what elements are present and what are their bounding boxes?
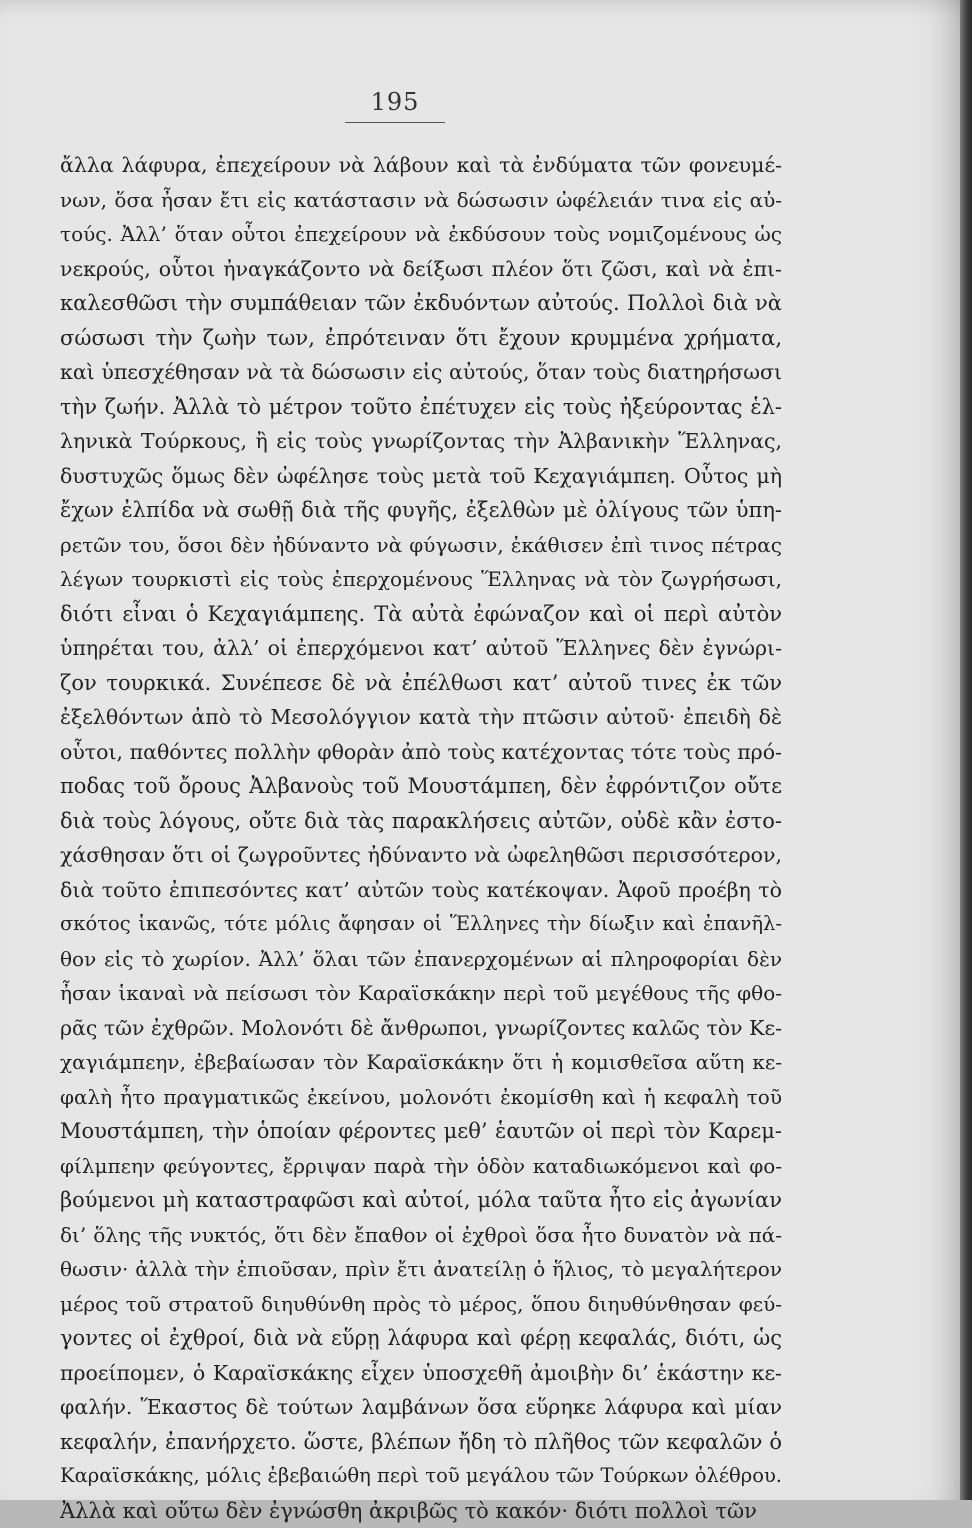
text-line: Μουστάμπεη, τὴν ὁποίαν φέροντες μεθ’ ἑαυτῶν οἱ περὶ τὸν Καρεμ- bbox=[60, 1114, 782, 1149]
text-line: Καραϊσκάκης, μόλις ἐβεβαιώθη περὶ τοῦ μεγάλου τῶν Τούρκων ὀλέθρου. bbox=[60, 1459, 782, 1494]
page-edge-shadow bbox=[960, 0, 972, 1500]
text-line: ρᾶς τῶν ἐχθρῶν. Μολονότι δὲ ἄνθρωποι, γνωρίζοντες καλῶς τὸν Κε- bbox=[60, 1011, 782, 1046]
text-line: τὴν ζωήν. Ἀλλὰ τὸ μέτρον τοῦτο ἐπέτυχεν εἰς τοὺς ἠξεύροντας ἑλ- bbox=[60, 390, 782, 425]
text-line: ζον τουρκικά. Συνέπεσε δὲ νὰ ἐπέλθωσι κατ’ αὐτοῦ τινες ἐκ τῶν bbox=[60, 666, 782, 701]
text-line: ποδας τοῦ ὄρους Ἀλβανοὺς τοῦ Μουστάμπεη, δὲν ἐφρόντιζον οὔτε bbox=[60, 769, 782, 804]
text-line: οὗτοι, παθόντες πολλὴν φθορὰν ἀπὸ τοὺς κατέχοντας τότε τοὺς πρό- bbox=[60, 735, 782, 770]
text-line: τούς. Ἀλλ’ ὅταν οὗτοι ἐπεχείρουν νὰ ἐκδύσουν τοὺς νομιζομένους ὡς bbox=[60, 217, 782, 252]
text-line: ἦσαν ἱκαναὶ νὰ πείσωσι τὸν Καραϊσκάκην περὶ τοῦ μεγέθους τῆς φθο- bbox=[60, 976, 782, 1011]
text-line: ὑπηρέται του, ἀλλ’ οἱ ἐπερχόμενοι κατ’ αὐτοῦ Ἕλληνες δὲν ἐγνώρι- bbox=[60, 631, 782, 666]
text-line: χάσθησαν ὅτι οἱ ζωγροῦντες ἠδύναντο νὰ ὠφεληθῶσι περισσότερον, bbox=[60, 838, 782, 873]
text-line: χαγιάμπεην, ἐβεβαίωσαν τὸν Καραϊσκάκην ὅτι ἡ κομισθεῖσα αὕτη κε- bbox=[60, 1045, 782, 1080]
text-line: κεφαλήν, ἐπανήρχετο. ὥστε, βλέπων ἤδη τὸ πλῆθος τῶν κεφαλῶν ὁ bbox=[60, 1425, 782, 1460]
page-number: 195 bbox=[345, 88, 445, 116]
text-line: διὰ τοὺς λόγους, οὔτε διὰ τὰς παρακλήσεις αὐτῶν, οὐδὲ κἂν ἐστο- bbox=[60, 804, 782, 839]
text-line: βούμενοι μὴ καταστραφῶσι καὶ αὐτοί, μόλα ταῦτα ἦτο εἰς ἀγωνίαν bbox=[60, 1183, 782, 1218]
body-text bbox=[60, 148, 782, 1528]
text-line: καλεσθῶσι τὴν συμπάθειαν τῶν ἐκδυόντων αὐτούς. Πολλοὶ διὰ νὰ bbox=[60, 286, 782, 321]
text-line: φαλήν. Ἕκαστος δὲ τούτων λαμβάνων ὅσα εὕρηκε λάφυρα καὶ μίαν bbox=[60, 1390, 782, 1425]
text-line: σώσωσι τὴν ζωὴν των, ἐπρότειναν ὅτι ἔχουν κρυμμένα χρήματα, bbox=[60, 321, 782, 356]
text-line: δι’ ὅλης τῆς νυκτός, ὅτι δὲν ἔπαθον οἱ ἐχθροὶ ὅσα ἦτο δυνατὸν νὰ πά- bbox=[60, 1218, 782, 1253]
text-line: φαλὴ ἦτο πραγματικῶς ἐκείνου, μολονότι ἐκομίσθη καὶ ἡ κεφαλὴ τοῦ bbox=[60, 1080, 782, 1115]
text-line: σκότος ἱκανῶς, τότε μόλις ἄφησαν οἱ Ἕλληνες τὴν δίωξιν καὶ ἐπανῆλ- bbox=[60, 907, 782, 942]
text-line: Ἀλλὰ καὶ οὕτω δὲν ἐγνώσθη ἀκριβῶς τὸ κακόν· διότι πολλοὶ τῶν bbox=[60, 1494, 782, 1528]
text-line: διὰ τοῦτο ἐπιπεσόντες κατ’ αὐτῶν τοὺς κατέκοψαν. Ἀφοῦ προέβη τὸ bbox=[60, 873, 782, 908]
text-line: θωσιν· ἀλλὰ τὴν ἐπιοῦσαν, πρὶν ἔτι ἀνατείλῃ ὁ ἥλιος, τὸ μεγαλήτερον bbox=[60, 1252, 782, 1287]
text-line: φίλμπεην φεύγοντες, ἔρριψαν παρὰ τὴν ὁδὸν καταδιωκόμενοι καὶ φο- bbox=[60, 1149, 782, 1184]
text-line: προείπομεν, ὁ Καραϊσκάκης εἶχεν ὑποσχεθῆ ἀμοιβὴν δι’ ἑκάστην κε- bbox=[60, 1356, 782, 1391]
text-line: ρετῶν του, ὅσοι δὲν ἠδύναντο νὰ φύγωσιν, ἐκάθισεν ἐπὶ τινος πέτρας bbox=[60, 528, 782, 563]
text-line: γοντες οἱ ἐχθροί, διὰ νὰ εὕρῃ λάφυρα καὶ φέρῃ κεφαλάς, διότι, ὡς bbox=[60, 1321, 782, 1356]
text-line: θον εἰς τὸ χωρίον. Ἀλλ’ ὅλαι τῶν ἐπανερχομένων αἱ πληροφορίαι δὲν bbox=[60, 942, 782, 977]
text-line: ἄλλα λάφυρα, ἐπεχείρουν νὰ λάβουν καὶ τὰ ἐνδύματα τῶν φονευμέ- bbox=[60, 148, 782, 183]
text-line: ἔχων ἐλπίδα νὰ σωθῇ διὰ τῆς φυγῆς, ἐξελθὼν μὲ ὀλίγους τῶν ὑπη- bbox=[60, 493, 782, 528]
text-line: ληνικὰ Τούρκους, ἢ εἰς τοὺς γνωρίζοντας τὴν Ἀλβανικὴν Ἕλληνας, bbox=[60, 424, 782, 459]
text-line: μέρος τοῦ στρατοῦ διηυθύνθη πρὸς τὸ μέρος, ὅπου διηυθύνθησαν φεύ- bbox=[60, 1287, 782, 1322]
text-line: νων, ὅσα ἦσαν ἔτι εἰς κατάστασιν νὰ δώσωσιν ὠφέλειάν τινα εἰς αὐ- bbox=[60, 183, 782, 218]
text-line: διότι εἶναι ὁ Κεχαγιάμπεης. Τὰ αὐτὰ ἐφώναζον καὶ οἱ περὶ αὐτὸν bbox=[60, 597, 782, 632]
text-line: ἐξελθόντων ἀπὸ τὸ Μεσολόγγιον κατὰ τὴν πτῶσιν αὐτοῦ· ἐπειδὴ δὲ bbox=[60, 700, 782, 735]
text-line: λέγων τουρκιστὶ εἰς τοὺς ἐπερχομένους Ἕλληνας νὰ τὸν ζωγρήσωσι, bbox=[60, 562, 782, 597]
text-line: καὶ ὑπεσχέθησαν νὰ τὰ δώσωσιν εἰς αὐτούς, ὅταν τοὺς διατηρήσωσι bbox=[60, 355, 782, 390]
text-line: νεκρούς, οὗτοι ἠναγκάζοντο νὰ δείξωσι πλέον ὅτι ζῶσι, καὶ νὰ ἐπι- bbox=[60, 252, 782, 287]
text-line: δυστυχῶς ὅμως δὲν ὠφέλησε τοὺς μετὰ τοῦ Κεχαγιάμπεη. Οὗτος μὴ bbox=[60, 459, 782, 494]
page-number-rule bbox=[345, 122, 445, 123]
